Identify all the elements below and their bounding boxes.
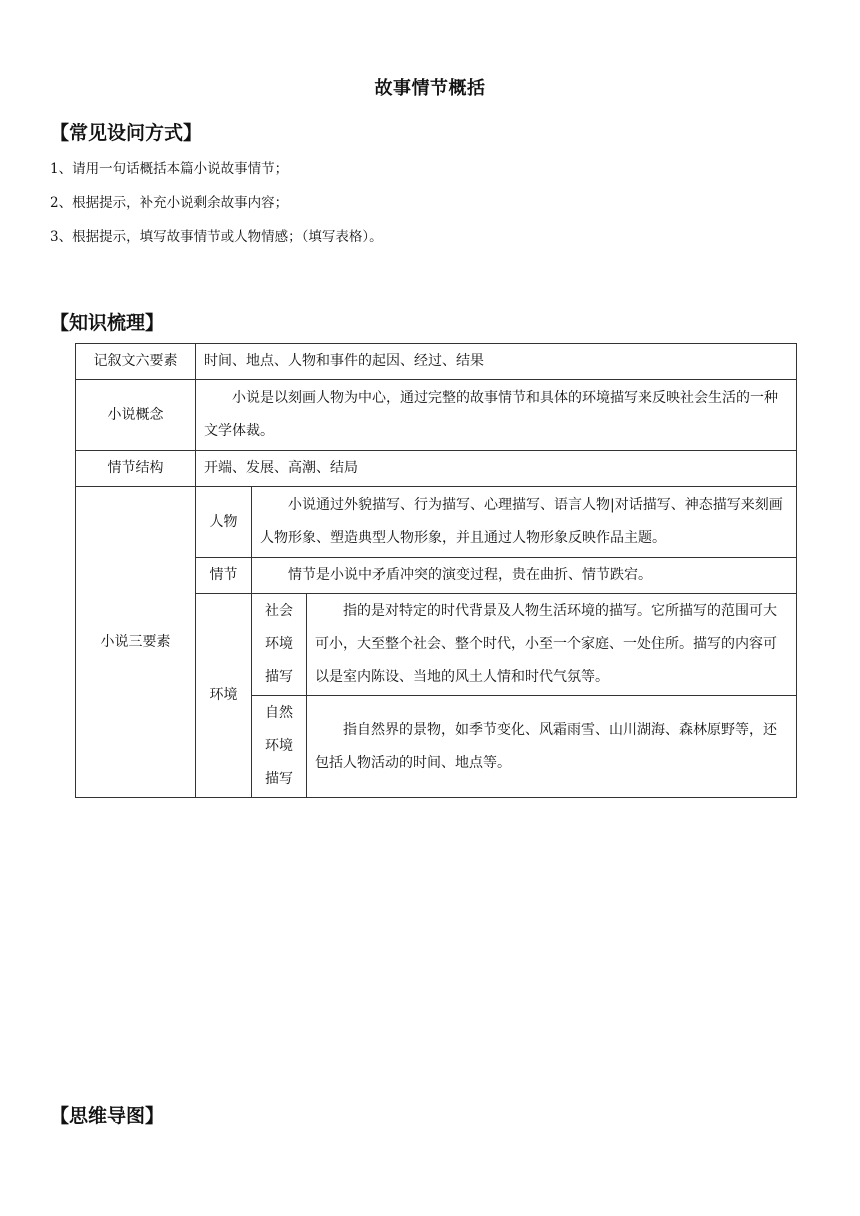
novel-concept-content: 小说是以刻画人物为中心，通过完整的故事情节和具体的环境描写来反映社会生活的一种文学体裁。 <box>196 380 797 451</box>
plot-label: 情节 <box>196 558 252 594</box>
section-heading-mind-map: 【思维导图】 <box>50 1105 165 1127</box>
natural-environment-label <box>252 696 307 798</box>
page-title: 故事情节概括 <box>374 78 486 99</box>
character-content: 小说通过外貌描写、行为描写、心理描写、语言人物|对话描写、神态描写来刻画人物形象、塑造典型人物形象，并且通过人物形象反映作品主题。 <box>252 487 797 558</box>
natural-label-line: 描写 <box>265 771 293 787</box>
table-row <box>76 380 797 451</box>
social-environment-label <box>252 594 307 696</box>
question-list <box>50 158 810 260</box>
social-label-line: 社会 <box>265 603 293 619</box>
question-item-3: 3、根据提示，填写故事情节或人物情感；（填写表格）。 <box>50 229 383 245</box>
social-label-line: 描写 <box>265 669 293 685</box>
three-elements-label: 小说三要素 <box>76 487 196 798</box>
table-row <box>76 487 797 558</box>
social-label-line: 环境 <box>265 636 293 652</box>
six-elements-label: 记叙文六要素 <box>76 344 196 380</box>
section-heading-common-questions: 【常见设问方式】 <box>50 122 203 144</box>
plot-structure-label: 情节结构 <box>76 451 196 487</box>
knowledge-table <box>75 343 797 798</box>
environment-label: 环境 <box>196 594 252 798</box>
plot-content: 情节是小说中矛盾冲突的演变过程，贵在曲折、情节跌宕。 <box>252 558 797 594</box>
natural-environment-content: 指自然界的景物，如季节变化、风霜雨雪、山川湖海、森林原野等，还包括人物活动的时间、地点等。 <box>307 696 797 798</box>
section-heading-knowledge: 【知识梳理】 <box>50 312 165 334</box>
natural-label-line: 自然 <box>265 705 293 721</box>
social-environment-content: 指的是对特定的时代背景及人物生活环境的描写。它所描写的范围可大可小，大至整个社会、整个时代，小至一个家庭、一处住所。描写的内容可以是室内陈设、当地的风土人情和时代气氛等。 <box>307 594 797 696</box>
natural-label-line: 环境 <box>265 738 293 754</box>
six-elements-content: 时间、地点、人物和事件的起因、经过、结果 <box>196 344 797 380</box>
question-item-1: 1、请用一句话概括本篇小说故事情节； <box>50 161 289 177</box>
novel-concept-label: 小说概念 <box>76 380 196 451</box>
table-row <box>76 344 797 380</box>
character-label: 人物 <box>196 487 252 558</box>
question-item-2: 2、根据提示，补充小说剩余故事内容； <box>50 195 289 211</box>
plot-structure-content: 开端、发展、高潮、结局 <box>196 451 797 487</box>
table-row <box>76 451 797 487</box>
